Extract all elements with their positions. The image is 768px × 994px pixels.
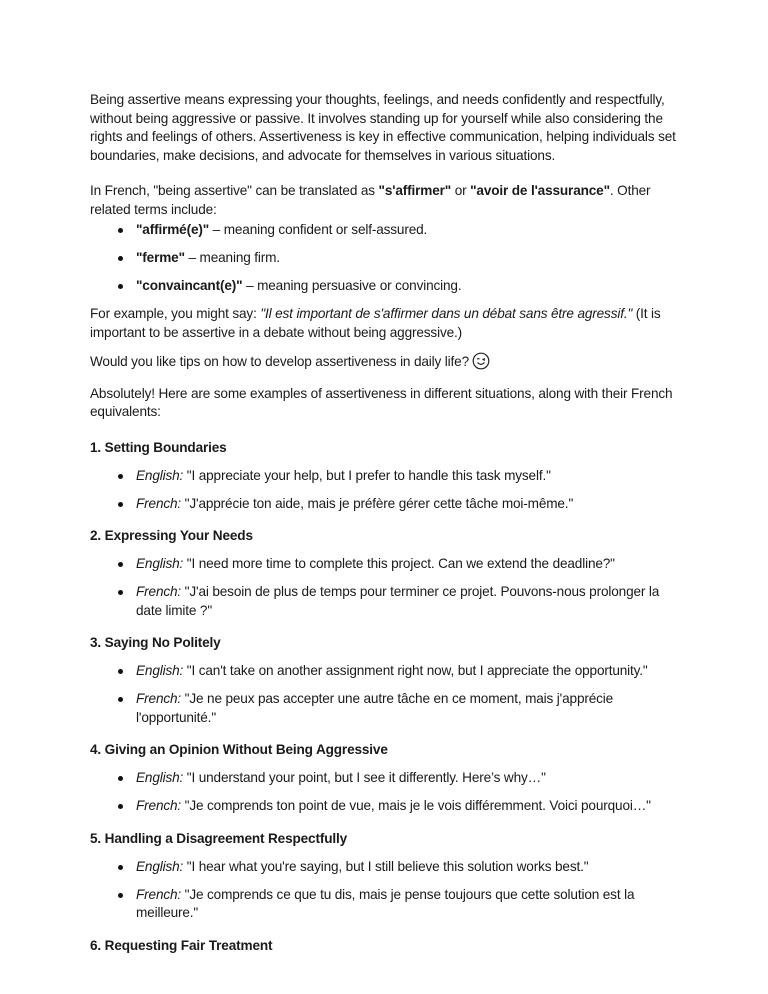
french-text: "Je ne peux pas accepter une autre tâche en ce moment, mais j'apprécie l'opportunité." — [136, 691, 614, 725]
list-item-french — [136, 495, 682, 514]
text: or — [451, 183, 471, 198]
meaning: – meaning firm. — [184, 250, 280, 265]
list-item-english — [136, 662, 682, 681]
text: Would you like tips on how to develop assertiveness in daily life? — [90, 353, 469, 369]
english-text: "I need more time to complete this project. Can we extend the deadline?" — [183, 556, 615, 571]
french-label: French: — [136, 584, 182, 599]
text: In French, "being assertive" can be translated as — [90, 183, 379, 198]
term: "ferme" — [136, 250, 185, 265]
french-label: French: — [136, 798, 182, 813]
list-item-french — [136, 797, 682, 816]
english-label: English: — [136, 663, 184, 678]
term-avoir-de-l-assurance: "avoir de l'assurance" — [470, 183, 610, 198]
section-heading — [90, 634, 682, 653]
example-paragraph — [90, 305, 682, 342]
text: . Other related terms include: — [90, 183, 651, 217]
meaning: – meaning confident or self-assured. — [209, 222, 428, 237]
french-text: "Je comprends ton point de vue, mais je le vois différemment. Voici pourquoi…" — [181, 798, 651, 813]
english-label: English: — [136, 467, 184, 483]
list-item-english — [136, 467, 682, 486]
list-item — [136, 221, 682, 240]
list-item-french — [136, 690, 682, 727]
list-item — [136, 249, 682, 268]
french-text: "J'ai besoin de plus de temps pour terminer ce projet. Pouvons-nous prolonger la date limite ?" — [136, 584, 660, 618]
section-heading — [90, 439, 682, 458]
section-title: 6. Requesting Fair Treatment — [90, 937, 273, 953]
examples-intro-paragraph: Absolutely! Here are some examples of assertiveness in different situations, along with their French equivalents: — [90, 385, 673, 419]
section-heading — [90, 741, 682, 760]
section-title: 1. Setting Boundaries — [90, 439, 227, 455]
english-label: English: — [136, 556, 184, 571]
french-text: "Je comprends ce que tu dis, mais je pense toujours que cette solution est la meilleure." — [136, 886, 635, 920]
question-paragraph — [90, 352, 682, 376]
term: "affirmé(e)" — [136, 222, 210, 237]
french-quote: "Il est important de s'affirmer dans un débat sans être agressif." — [260, 306, 633, 321]
french-label: French: — [136, 495, 182, 511]
english-text: "I appreciate your help, but I prefer to handle this task myself." — [183, 467, 551, 483]
term: "convaincant(e)" — [136, 278, 243, 293]
english-label: English: — [136, 858, 184, 874]
section-heading — [90, 937, 682, 956]
english-text: "I hear what you're saying, but I still believe this solution works best." — [183, 858, 589, 874]
english-text: "I understand your point, but I see it differently. Here’s why…" — [183, 770, 546, 785]
meaning: – meaning persuasive or convincing. — [242, 278, 462, 293]
text: (It is important to be assertive in a debate without being aggressive.) — [90, 306, 661, 340]
winking-face-icon — [472, 352, 490, 376]
list-item-english — [136, 555, 682, 574]
section-title: 2. Expressing Your Needs — [90, 528, 253, 543]
section-title: 4. Giving an Opinion Without Being Aggressive — [90, 742, 388, 757]
list-item — [136, 277, 682, 296]
term-s-affirmer: "s'affirmer" — [378, 183, 452, 198]
english-text: "I can't take on another assignment right now, but I appreciate the opportunity." — [183, 663, 648, 678]
section-heading — [90, 830, 682, 849]
section-title: 5. Handling a Disagreement Respectfully — [90, 830, 348, 846]
english-label: English: — [136, 770, 184, 785]
section-heading — [90, 527, 682, 546]
french-label: French: — [136, 691, 182, 706]
section-title: 3. Saying No Politely — [90, 635, 221, 650]
french-label: French: — [136, 886, 182, 902]
list-item-french — [136, 886, 682, 923]
text: For example, you might say: — [90, 306, 261, 321]
translation-paragraph — [90, 182, 682, 219]
list-item-french — [136, 583, 682, 620]
list-item-english — [136, 858, 682, 877]
intro-paragraph: Being assertive means expressing your thoughts, feelings, and needs confidently and respectfully, without being aggressive or passive. It involves standing up for yourself while also considering the rights and feelings of others. Assertiveness is key in effective communication, helping individuals set boundaries, make decisions, and advocate for themselves in various situations. — [90, 92, 676, 163]
list-item-english — [136, 769, 682, 788]
french-text: "J'apprécie ton aide, mais je préfère gérer cette tâche moi-même." — [181, 495, 574, 511]
sections — [90, 439, 682, 956]
